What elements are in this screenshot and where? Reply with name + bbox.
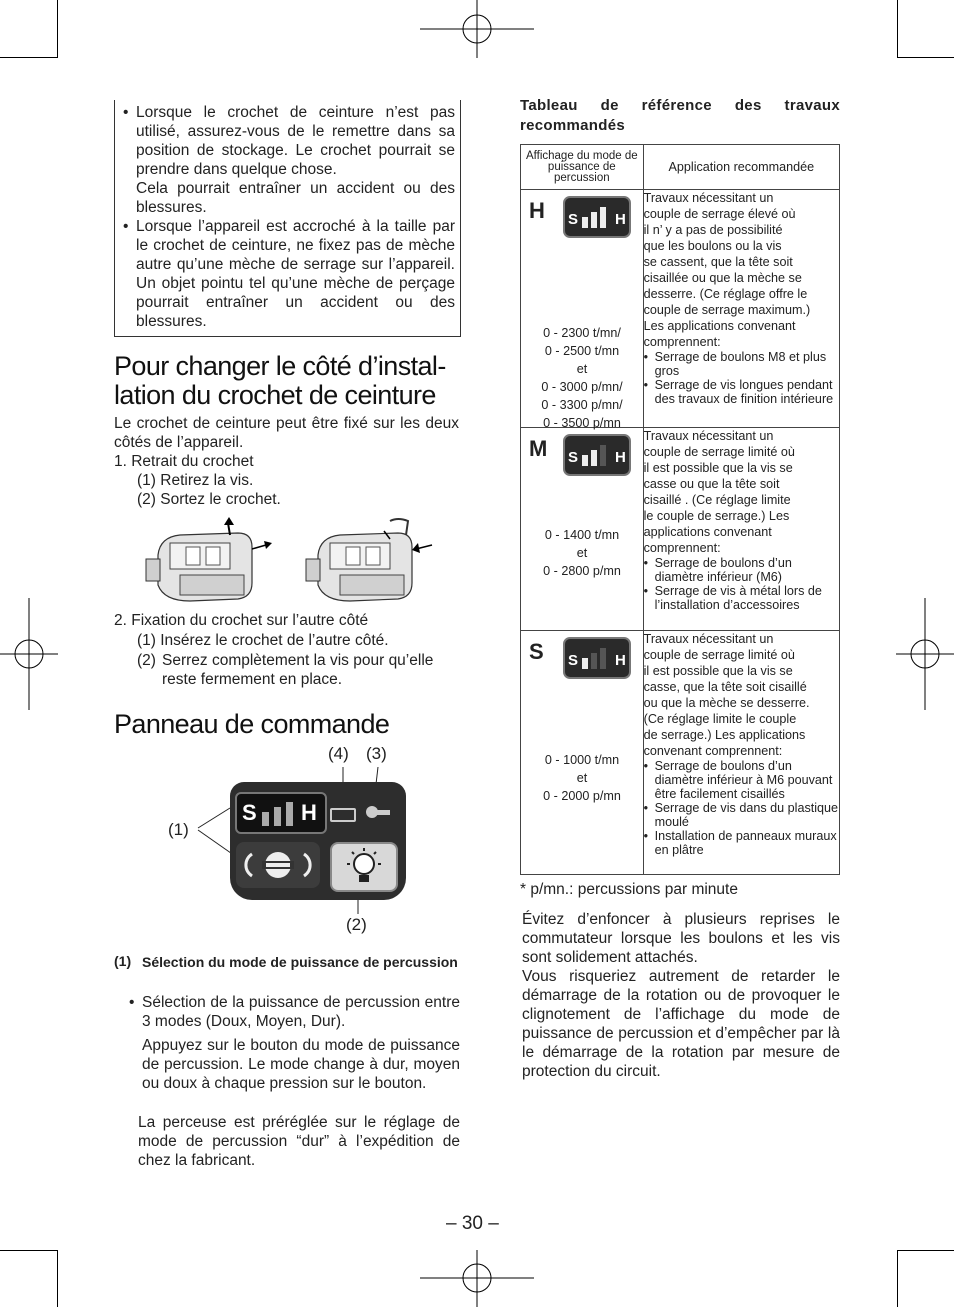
speeds-soft: 0 - 1000 t/mn et 0 - 2000 p/mn (543, 753, 621, 803)
section-title-control-panel: Panneau de commande (114, 709, 390, 739)
svg-text:S: S (568, 211, 579, 228)
item-1-paragraph-1: Appuyez sur le bouton du mode de puissance de percussion. Le mode change à dur, moyen ou doux à chaque pression sur le bouton. (142, 1037, 460, 1092)
indicator-soft-icon (563, 637, 631, 679)
speeds-medium: 0 - 1400 t/mn et 0 - 2800 p/mn (543, 528, 621, 578)
step-1-heading: 1. Retrait du crochet (114, 453, 254, 470)
light-bulb-icon (332, 844, 396, 890)
item-1-title: Sélection du mode de puissance de percussion (142, 954, 458, 970)
step-2-b: Serrez complètement la vis pour qu’elle reste fermement en place. (162, 652, 434, 688)
svg-text:H: H (615, 652, 626, 669)
mode-indicator-display (235, 792, 327, 834)
bar-2 (274, 807, 281, 826)
table-heading: Tableau de référence des travaux recommandés (520, 97, 840, 134)
recommended-work-table (520, 144, 840, 875)
callout-2: (2) (346, 915, 367, 934)
speeds-hard: 0 - 2300 t/mn/ 0 - 2500 t/mn et 0 - 3000 p/mn/ 0 - 3300 p/mn/ 0 - 3500 p/mn (541, 326, 623, 430)
closing-paragraph-1: Évitez d’enfoncer à plusieurs reprises le commutateur lorsque les boulons et les vis sont solidement attachés. (522, 911, 840, 966)
control-panel-figure (160, 740, 420, 940)
bar-3 (286, 802, 293, 826)
table-header-mode: Affichage du mode de puissance de percussion (521, 145, 644, 190)
application-list-medium: • Serrage de boulons d’un diamètre inférieur (M6) • Serrage de vis à métal lors de l’installation d’accessoires (644, 556, 839, 612)
page-number: – 30 – (446, 1213, 499, 1234)
step-1-a: (1) Retirez la vis. (137, 472, 254, 489)
item-1-number: (1) (114, 953, 132, 969)
registration-mark-left (0, 598, 60, 710)
table-header-row (521, 145, 840, 190)
application-list-soft: • Serrage de boulons d’un diamètre inférieur à M6 pouvant être facilement cisaillés • Serrage de vis dans du plastique moulé • Installation de panneaux muraux en plâtre (644, 759, 839, 857)
closing-paragraph-2: Vous risqueriez autrement de retarder le démarrage de la rotation ou de provoquer le clignotement de l’affichage du mode de puissance de percussion et d’empêcher par là le démarrage de la rotation par mesure de protection du circuit. (522, 968, 840, 1080)
table-row-soft (521, 631, 840, 875)
control-panel (230, 782, 406, 900)
mode-label-medium: M (529, 436, 548, 461)
step-1-b: (2) Sortez le crochet. (137, 491, 281, 508)
application-cell-soft: Travaux nécessitant un couple de serrage limité où il est possible que la vis se casse, que la tête soit cisaillé ou que la mèche se desserre. (Ce réglage limite le couple de serrage.) Les applications convenant comprennent: • Serrage de boulons d’un diamètre inférieur à M6 pouvant être facilement cisaillés • Serrage de vis dans du plastique moulé • Installation de panneaux muraux en plâtre (643, 631, 839, 875)
mode-cell-soft (521, 631, 644, 875)
mode-cell-hard (521, 190, 644, 428)
battery-icon (330, 808, 356, 822)
warning-continuation: Cela pourrait entraîner un accident ou des blessures. (136, 180, 455, 216)
indicator-hard-icon (563, 196, 631, 238)
step-2-heading: 2. Fixation du crochet sur l’autre côté (114, 612, 369, 629)
warning-box (114, 100, 461, 337)
belt-hook-install-illustration (300, 515, 440, 605)
callout-1: (1) (168, 820, 189, 839)
table-row-hard (521, 190, 840, 428)
svg-text:H: H (615, 211, 626, 228)
impact-mode-button[interactable] (236, 842, 320, 888)
svg-text:S: S (568, 449, 579, 466)
belt-hook-removal-illustration (140, 515, 275, 605)
application-list-hard: • Serrage de boulons M8 et plus gros • Serrage de vis longues pendant des travaux de finition intérieure (644, 350, 839, 406)
registration-mark-right (896, 598, 954, 710)
warning-bullet-2: • Lorsque l’appareil est accroché à la taille par le crochet de ceinture, ne fixez pas de mèche autre qu’une mèche de serrage sur l’appareil. Un objet pointu tel qu’une mèche de perçage pourrait entraîner un accident ou des blessures. (116, 217, 455, 331)
item-1-paragraph-2: La perceuse est préréglée sur le réglage de mode de percussion “dur” à l’expédition de chez la fabricant. (138, 1114, 460, 1169)
callout-4: (4) (328, 744, 349, 763)
svg-text:H: H (615, 449, 626, 466)
mode-cell-medium (521, 428, 644, 631)
item-1-bullet: • Sélection de la puissance de percussion entre 3 modes (Doux, Moyen, Dur). (122, 993, 460, 1031)
light-button[interactable] (330, 842, 398, 892)
step-2-b-number: (2) (137, 652, 156, 669)
section-title-belt-hook: Pour changer le côté d’installation du crochet de ceinture (114, 351, 447, 410)
indicator-medium-icon (563, 434, 631, 476)
svg-text:S: S (568, 652, 579, 669)
mode-label-hard: H (529, 198, 545, 223)
mode-label-soft: S (529, 639, 544, 664)
table-header-application: Application recommandée (643, 145, 839, 190)
warning-bullet-1: • Lorsque le crochet de ceinture n’est pas utilisé, assurez-vous de le remettre dans sa position de stockage. Le crochet pourrait se prendre dans quelque chose. Cela pourrait entraîner un accident ou des blessures. (116, 103, 455, 217)
registration-mark-bottom (420, 1250, 534, 1307)
table-footnote: * p/mn.: percussions par minute (520, 881, 738, 898)
registration-mark-top (420, 0, 534, 60)
callout-3: (3) (366, 744, 387, 763)
table-row-medium (521, 428, 840, 631)
application-cell-medium: Travaux nécessitant un couple de serrage limité où il est possible que la vis se casse ou que la tête soit cisaillé . (Ce réglage limite le couple de serrage.) Les applications convenant comprennent: • Serrage de boulons d’un diamètre inférieur (M6) • Serrage de vis à métal lors de l’installation d’accessoires (643, 428, 839, 631)
impact-mode-icon (236, 842, 320, 888)
application-cell-hard: Travaux nécessitant un couple de serrage élevé où il n’ y a pas de possibilité que les boulons ou la vis se cassent, que la tête soit cisaillée ou que la mèche se desserre. (Ce réglage offre le couple de serrage maximum.) Les applications convenant comprennent: • Serrage de boulons M8 et plus gros • Serrage de vis longues pendant des travaux de finition intérieure (643, 190, 839, 428)
mode-letter-hard: H (301, 800, 317, 825)
step-2-a: (1) Insérez le crochet de l’autre côté. (137, 632, 389, 649)
bar-1 (262, 812, 269, 826)
mode-letter-soft: S (242, 800, 257, 825)
lock-key-shaft (376, 810, 390, 815)
belt-hook-intro: Le crochet de ceinture peut être fixé sur les deux côtés de l’appareil. (114, 415, 459, 451)
